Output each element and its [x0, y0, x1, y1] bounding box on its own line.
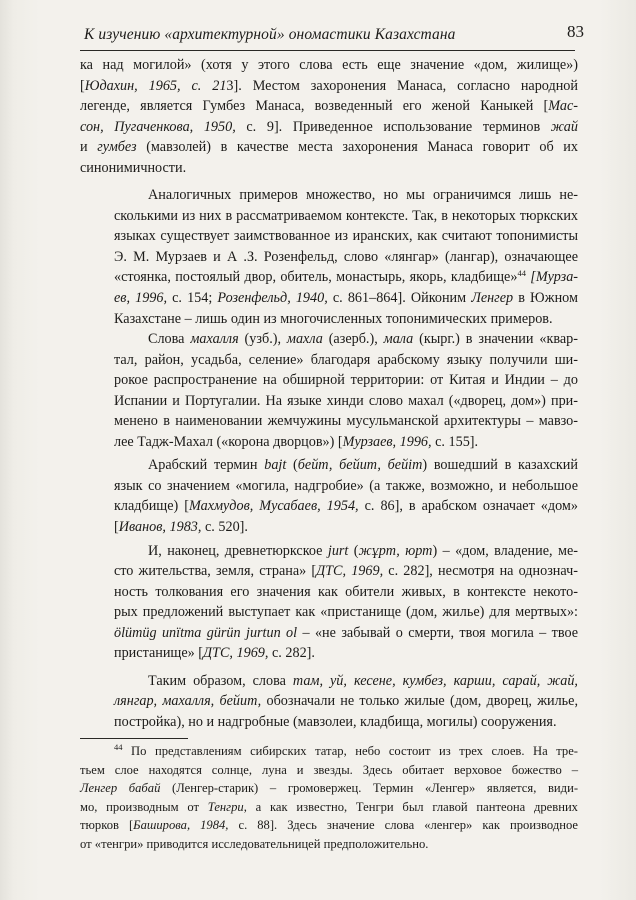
- text-line: [Иванов, 1983, с. 520].: [114, 519, 248, 536]
- running-title: К изучению «архитектурной» ономастики Казахстана: [84, 26, 456, 43]
- text-line: языках существует заимствованное из иранских, как считают топонимисты: [114, 228, 578, 245]
- citation: [Мурза-: [530, 269, 579, 286]
- text-line: Испании и Португалии. На языке хинди слово махал («дворец, дом») при-: [114, 392, 578, 409]
- text-line: Слова махалля (узб.), махла (азерб.), мала (кырг.) в значении «квар-: [148, 331, 578, 348]
- text-line-with-footnote-ref: [80, 267, 578, 288]
- text-line: пристанище» [ДТС, 1969, с. 282].: [114, 645, 315, 662]
- text-line: И, наконец, древнетюркское jurt (жұрт, юрт) – «дом, владение, ме-: [148, 542, 578, 559]
- text-line: ölümüg unïtma gürün jurtun ol – «не забывай о смерти, твоя могила – твое: [114, 624, 579, 641]
- text-segment: «стоянка, постоялый двор, обитель, монастырь, якорь, кладбище»: [114, 269, 518, 286]
- text-line: сколькими из них в рассматриваемом контексте. Так, в некоторых тюркских: [114, 207, 578, 224]
- text-line: ность толкования его значения как обители живых, в контексте некото-: [114, 583, 578, 600]
- footnote-line: тюрков [Баширова, 1984, с. 88]. Здесь значение слова «ленгер» как производное: [80, 818, 579, 833]
- text-segment: По представлениям сибирских татар, небо состоит из трех слоев. На тре-: [131, 744, 578, 758]
- footnote-44: [80, 742, 578, 854]
- text-line: рокое распространение на обширной территории: от Китая и Индии – до: [114, 372, 578, 389]
- text-line: и гумбез (мавзолей) в качестве места захоронения Манаса говорит об их: [80, 139, 578, 156]
- running-header: [84, 22, 584, 48]
- text-line: ев, 1996, с. 154; Розенфельд, 1940, с. 861–864]. Ойконим Ленгер в Южном: [114, 290, 578, 307]
- footnote-line: тьем слое находятся солнце, луна и звезды. Здесь обитает верховое божество –: [80, 762, 578, 777]
- text-line: менено в наименовании жемчужины мусульманской архитектуры – мавзо-: [114, 413, 578, 430]
- text-line: лянгар, махалля, бейит, обозначали не только жилые (дом, дворец, жилье,: [114, 693, 578, 710]
- footnote-number: 44: [114, 742, 123, 752]
- footnote-line: [80, 742, 578, 761]
- text-line: Таким образом, слова там, уй, кесене, кумбез, карши, сарай, жай,: [148, 672, 578, 689]
- text-line: сон, Пугаченкова, 1950, с. 9]. Приведенное использование терминов жай: [80, 118, 578, 135]
- text-line: сто жительства, земля, страна» [ДТС, 1969, с. 282], несмотря на однознач-: [114, 563, 578, 580]
- text-line: легенде, является Гумбез Манаса, возведенный его женой Каныкей [Мас-: [80, 98, 578, 115]
- text-line: лее Тадж-Махал («корона дворцов») [Мурзаев, 1996, с. 155].: [114, 433, 479, 450]
- text-line: тал, район, усадьба, селение» благодаря арабскому языку получили ши-: [114, 351, 578, 368]
- paragraph-1: [80, 55, 578, 178]
- paragraph-3: [80, 329, 578, 452]
- text-line: Арабский термин bajt (бейт, бейит, бейіт) вошедший в казахский: [148, 457, 578, 474]
- paragraph-2: [80, 185, 578, 329]
- header-rule: [80, 50, 575, 51]
- footnote-rule: [80, 738, 188, 739]
- text-line: постройка), но и надгробные (мавзолеи, кладбища, могилы) сооружения.: [114, 713, 557, 730]
- paragraph-5: [80, 541, 578, 664]
- footnote-marker[interactable]: 44: [517, 268, 526, 279]
- page-number: 83: [567, 22, 584, 41]
- text-line: кладбище) [Махмудов, Мусабаев, 1954, с. 86], в арабском означает «дом»: [114, 498, 578, 515]
- footnote-line: мо, производным от Тенгри, а как известно, Тенгри был главой пантеона древних: [80, 799, 578, 814]
- text-line: Казахстане – лишь один из многочисленных топонимических примеров.: [114, 310, 553, 327]
- footnote-line: Ленгер бабай (Ленгер-старик) – громовержец. Термин «Ленгер» является, види-: [80, 781, 579, 796]
- text-line: язык со значением «могила, надгробие» (а также, возможно, и небольшое: [114, 477, 578, 494]
- text-line: ка над могилой» (хотя у этого слова есть еще значение «дом, жилище»): [80, 57, 578, 73]
- text-line: Э. М. Мурзаев и А .З. Розенфельд, слово «лянгар» (лангар), означающее: [114, 248, 578, 265]
- paragraph-6: [80, 671, 578, 733]
- text-line: Аналогичных примеров множество, но мы ограничимся лишь не-: [148, 187, 578, 204]
- main-text: [80, 55, 578, 733]
- paragraph-4: [80, 455, 578, 537]
- text-line: рых предложений выступает как «пристанище (дом, жилье) для мертвых»:: [114, 604, 578, 621]
- text-line: синонимичности.: [80, 159, 187, 176]
- footnote-line: от «тенгри» приводится исследовательницей предположительно.: [80, 836, 429, 851]
- text-line: [Юдахин, 1965, с. 213]. Местом захоронения Манаса, согласно народной: [80, 77, 578, 94]
